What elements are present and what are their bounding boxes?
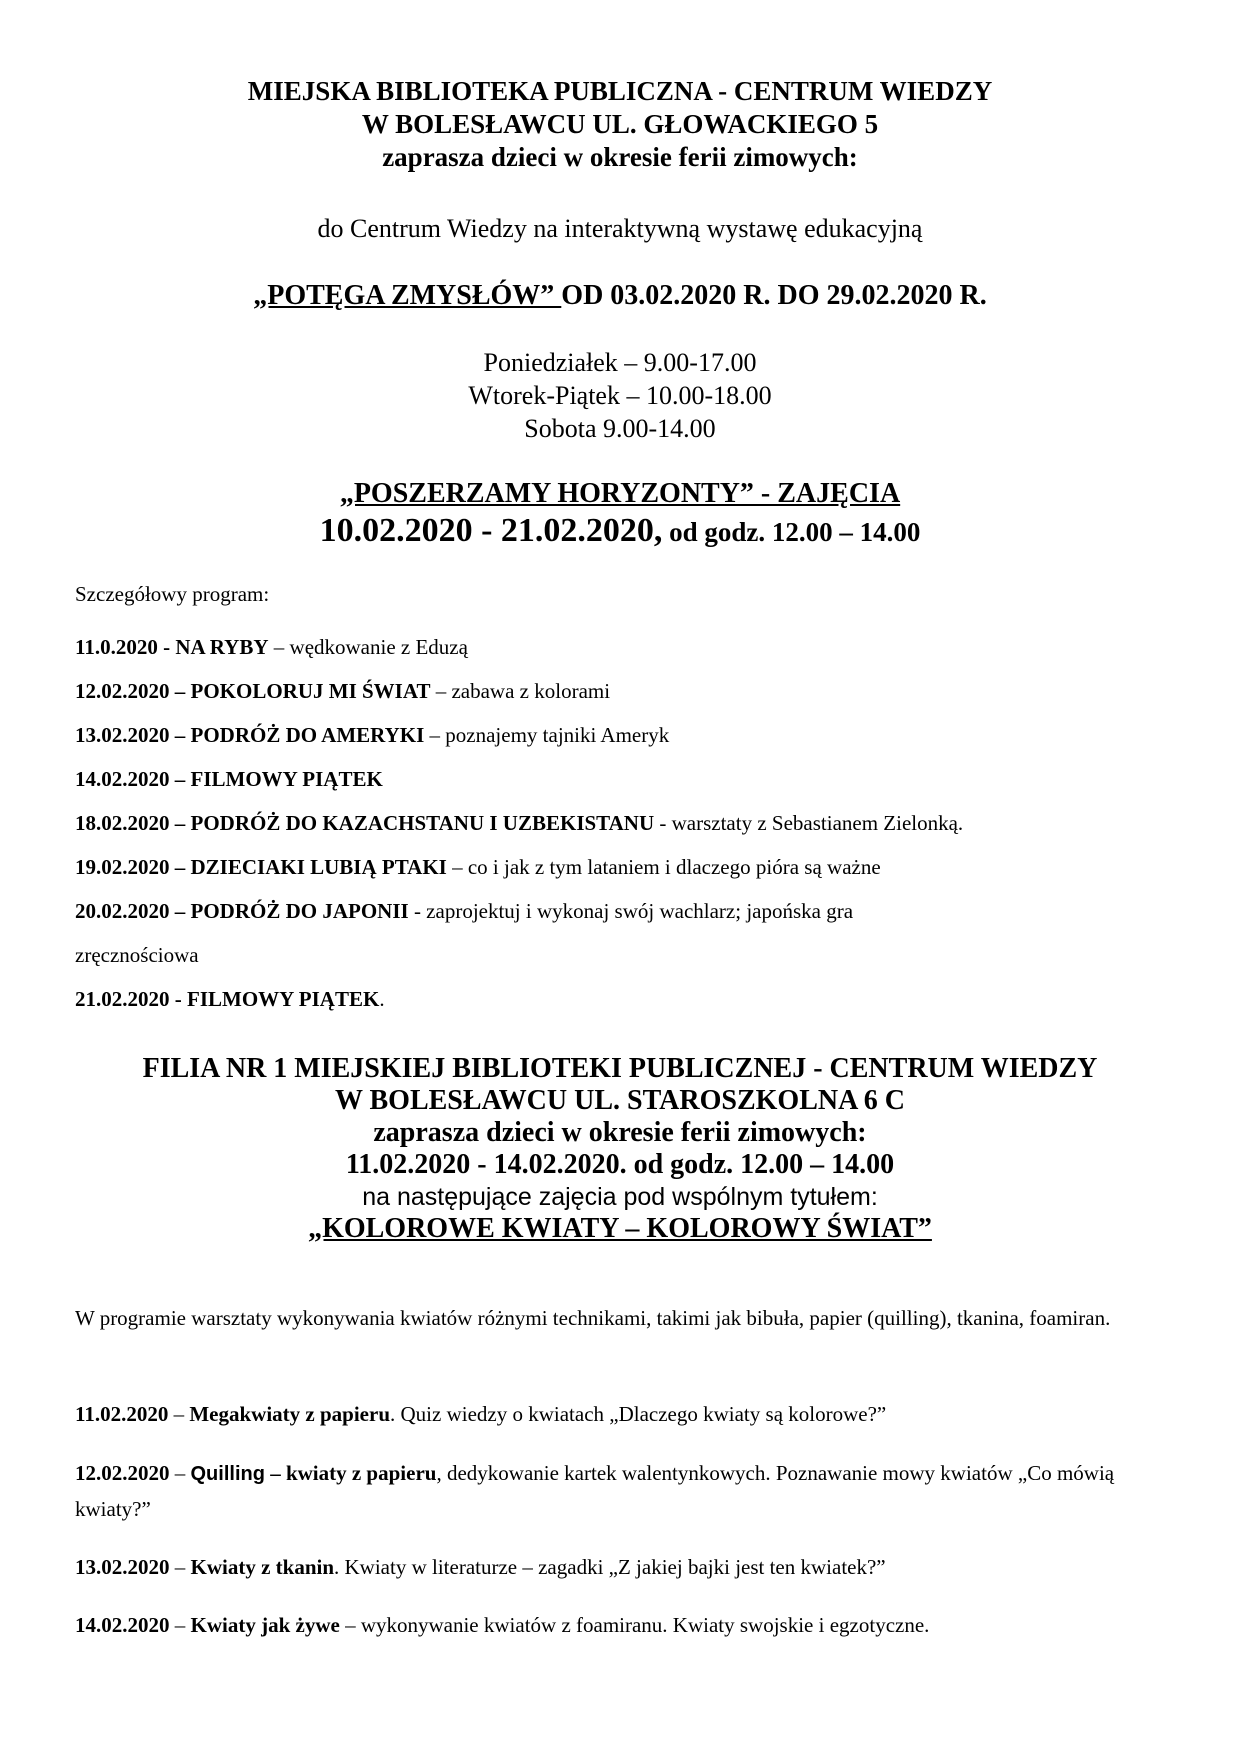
hours-tue-fri: Wtorek-Piątek – 10.00-18.00 bbox=[468, 381, 772, 410]
program-item: 20.02.2020 – PODRÓŻ DO JAPONII - zaprojektuj i wykonaj swój wachlarz; japońska gra bbox=[75, 899, 854, 923]
header2-line1: FILIA NR 1 MIEJSKIEJ BIBLIOTEKI PUBLICZNEJ - CENTRUM WIEDZY bbox=[142, 1053, 1098, 1084]
hours-saturday: Sobota 9.00-14.00 bbox=[524, 414, 716, 443]
program-item: 21.02.2020 - FILMOWY PIĄTEK. bbox=[75, 987, 385, 1011]
workshop-dates: 10.02.2020 - 21.02.2020, bbox=[319, 512, 663, 549]
program-list bbox=[75, 625, 1185, 1021]
header1-line1: MIEJSKA BIBLIOTEKA PUBLICZNA - CENTRUM WIEDZY bbox=[247, 76, 993, 106]
workshop-block bbox=[60, 477, 1180, 557]
workshop-time: od godz. 12.00 – 14.00 bbox=[662, 517, 921, 547]
header2-line2: W BOLESŁAWCU UL. STAROSZKOLNA 6 C bbox=[335, 1085, 905, 1116]
invite-text: do Centrum Wiedzy na interaktywną wystawę edukacyjną bbox=[317, 214, 923, 243]
activity-item: 13.02.2020 – Kwiaty z tkanin. Kwiaty w literaturze – zagadki „Z jakiej bajki jest ten kwiatek?” bbox=[75, 1555, 886, 1579]
program-label: Szczegółowy program: bbox=[75, 582, 270, 606]
workshop-title: „POSZERZAMY HORYZONTY” - ZAJĘCIA bbox=[339, 478, 901, 509]
header2-line5: na następujące zajęcia pod wspólnym tytułem: bbox=[362, 1183, 878, 1211]
opening-hours bbox=[60, 346, 1180, 445]
exhibition-line bbox=[60, 279, 1180, 312]
exhibition-dates: OD 03.02.2020 R. DO 29.02.2020 R. bbox=[561, 280, 987, 311]
header2-line4: 11.02.2020 - 14.02.2020. od godz. 12.00 – 14.00 bbox=[345, 1149, 895, 1180]
program-item: 19.02.2020 – DZIECIAKI LUBIĄ PTAKI – co i jak z tym lataniem i dlaczego pióra są ważne bbox=[75, 855, 881, 879]
activity-item: 11.02.2020 – Megakwiaty z papieru. Quiz wiedzy o kwiatach „Dlaczego kwiaty są kolorowe?” bbox=[75, 1402, 887, 1426]
program-item-continuation: zręcznościowa bbox=[75, 943, 199, 967]
workshop-dates-line bbox=[60, 511, 1180, 557]
program-item: 13.02.2020 – PODRÓŻ DO AMERYKI – poznajemy tajniki Ameryk bbox=[75, 723, 670, 747]
header2-line6: „KOLOROWE KWIATY – KOLOROWY ŚWIAT” bbox=[308, 1213, 932, 1244]
exhibition-title: „POTĘGA ZMYSŁÓW” bbox=[253, 280, 562, 311]
program-item: 18.02.2020 – PODRÓŻ DO KAZACHSTANU I UZBEKISTANU - warsztaty z Sebastianem Zielonką. bbox=[75, 811, 964, 835]
header1-block bbox=[60, 75, 1180, 174]
hours-monday: Poniedziałek – 9.00-17.00 bbox=[483, 348, 757, 377]
activity-item: 14.02.2020 – Kwiaty jak żywe – wykonywanie kwiatów z foamiranu. Kwiaty swojskie i egzotyczne. bbox=[75, 1613, 930, 1637]
header1-line2: W BOLESŁAWCU UL. GŁOWACKIEGO 5 bbox=[361, 109, 879, 139]
intro-paragraph: W programie warsztaty wykonywania kwiatów różnymi technikami, takimi jak bibuła, papier (quilling), tkanina, foamiran. bbox=[75, 1306, 1111, 1330]
program-item: 14.02.2020 – FILMOWY PIĄTEK bbox=[75, 767, 383, 791]
activity-item: 12.02.2020 – Quilling – kwiaty z papieru, dedykowanie kartek walentynkowych. Poznawanie mowy kwiatów „Co mówią kwiaty?” bbox=[75, 1461, 1115, 1521]
header1-line3: zaprasza dzieci w okresie ferii zimowych: bbox=[382, 142, 858, 172]
header2-line3: zaprasza dzieci w okresie ferii zimowych: bbox=[373, 1117, 867, 1148]
program-item: 12.02.2020 – POKOLORUJ MI ŚWIAT – zabawa z kolorami bbox=[75, 679, 611, 703]
program-item: 11.0.2020 - NA RYBY – wędkowanie z Eduzą bbox=[75, 635, 468, 659]
header2-block bbox=[60, 1053, 1180, 1245]
